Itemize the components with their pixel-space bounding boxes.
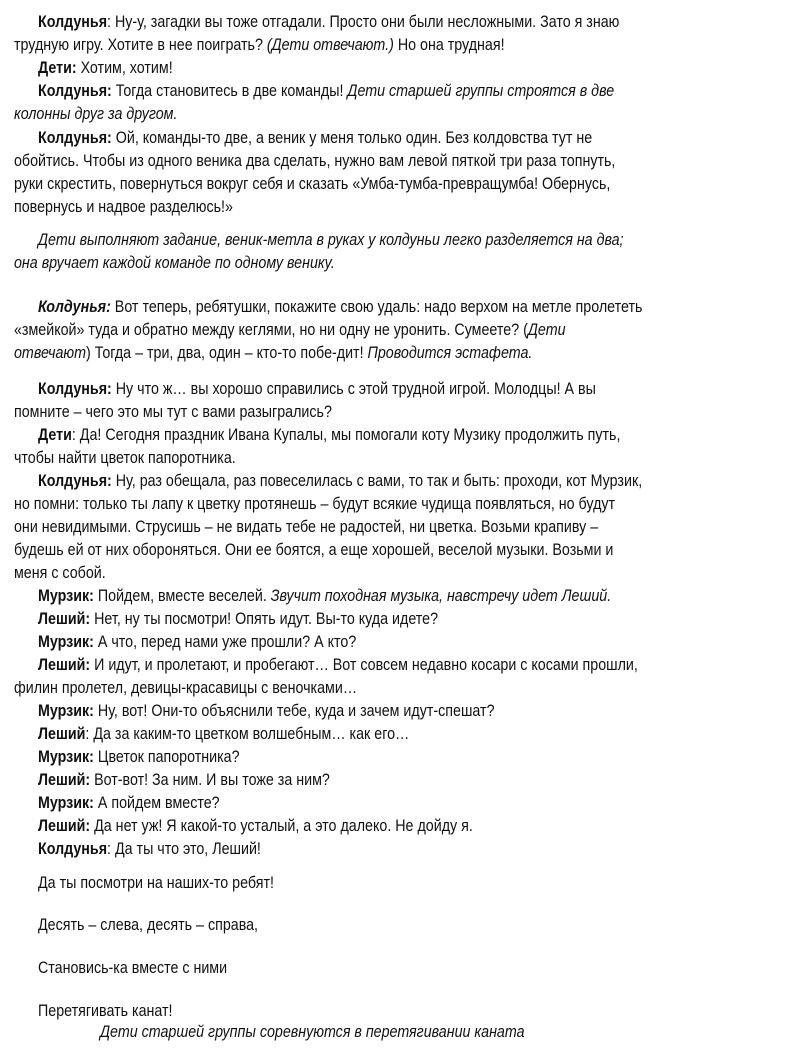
line-text: меня с собой. — [14, 563, 106, 582]
poem-line — [38, 1001, 173, 1021]
speaker-name: Леший: — [38, 655, 91, 674]
stage-direction: Дети — [527, 320, 566, 339]
dialogue-line — [38, 609, 438, 629]
speaker-name: Леший: — [38, 609, 91, 628]
line-text: но помни: только ты лапу к цветку протянешь – будут всякие чудища появляться, но будут — [14, 494, 616, 513]
stage-direction: Проводится эстафета. — [367, 343, 533, 362]
speaker-name: Леший — [38, 724, 86, 743]
speaker-name: Мурзик: — [38, 701, 94, 720]
stage-direction-line — [100, 1022, 525, 1042]
stage-direction: Дети старшей группы соревнуются в перетягивании каната — [100, 1022, 525, 1041]
dialogue-line — [38, 816, 473, 836]
stage-direction: колонны друг за другом. — [14, 104, 178, 123]
speaker-name: Мурзик: — [38, 586, 94, 605]
dialogue-line — [38, 58, 173, 78]
dialogue-line — [14, 35, 505, 55]
line-text: Да за каким-то цветком волшебным… как его… — [93, 724, 410, 743]
separator: : — [107, 12, 115, 31]
dialogue-line — [38, 770, 330, 790]
dialogue-line — [38, 632, 356, 652]
line-text: руки скрестить, повернуться вокруг себя и сказать «Умба-тумба-превращумба! Обернусь, — [14, 174, 611, 193]
speaker-name: Мурзик: — [38, 793, 94, 812]
dialogue-line — [38, 471, 642, 491]
poem-line — [38, 873, 274, 893]
line-text: филин пролетел, девицы-красавицы с веночками… — [14, 678, 358, 697]
line-text: Хотим, хотим! — [76, 58, 173, 77]
line-text: помните – чего это мы тут с вами разыгрались? — [14, 402, 332, 421]
line-text: Да ты что это, Леший! — [114, 839, 261, 858]
dialogue-line — [38, 12, 619, 32]
line-text: Да ты посмотри на наших-то ребят! — [38, 873, 274, 892]
poem-line — [38, 915, 258, 935]
line-text: Ну что ж… вы хорошо справились с этой трудной игрой. Молодцы! А вы — [111, 379, 596, 398]
line-text: «змейкой» туда и обратно между кеглями, но ни одну не уронить. Сумеете? ( — [14, 320, 528, 339]
speaker-name: Колдунья — [38, 12, 108, 31]
dialogue-line — [14, 197, 233, 217]
line-text: Пойдем, вместе веселей. — [93, 586, 271, 605]
line-text: Ну, раз обещала, раз повеселилась с вами, то так и быть: проходи, кот Мурзик, — [111, 471, 643, 490]
speaker-name: Колдунья: — [38, 81, 112, 100]
dialogue-line — [38, 81, 614, 101]
stage-direction-line — [38, 230, 624, 250]
speaker-name: Мурзик: — [38, 747, 94, 766]
separator: : — [71, 425, 80, 444]
line-text: Перетягивать канат! — [38, 1001, 173, 1020]
line-text: Нет, ну ты посмотри! Опять идут. Вы-то куда идете? — [90, 609, 439, 628]
line-text: Цветок папоротника? — [93, 747, 240, 766]
speaker-name: Колдунья: — [38, 471, 112, 490]
speaker-name: Леший: — [38, 770, 91, 789]
dialogue-line — [14, 540, 613, 560]
speaker-name: Леший: — [38, 816, 91, 835]
line-text: Да! Сегодня праздник Ивана Купалы, мы помогали коту Музику продолжить путь, — [79, 425, 621, 444]
stage-direction-line — [14, 253, 335, 273]
dialogue-line — [14, 678, 357, 698]
line-text: Вот теперь, ребятушки, покажите свою удаль: надо верхом на метле пролететь — [110, 297, 643, 316]
line-text: А пойдем вместе? — [93, 793, 220, 812]
line-text: А что, перед нами уже прошли? А кто? — [93, 632, 357, 651]
speaker-name: Колдунья: — [38, 297, 111, 316]
line-text: повернусь и надвое разделюсь!» — [14, 197, 233, 216]
dialogue-line — [38, 297, 642, 317]
dialogue-line — [38, 793, 220, 813]
stage-direction: отвечают — [14, 343, 87, 362]
dialogue-line — [14, 151, 615, 171]
dialogue-line — [14, 494, 615, 514]
line-text: Да нет уж! Я какой-то усталый, а это далеко. Не дойду я. — [90, 816, 473, 835]
dialogue-line — [38, 379, 596, 399]
dialogue-line — [14, 402, 332, 422]
line-text: чтобы найти цветок папоротника. — [14, 448, 236, 467]
dialogue-line — [14, 563, 106, 583]
separator: : — [107, 839, 115, 858]
dialogue-line — [14, 174, 610, 194]
dialogue-line — [38, 724, 409, 744]
dialogue-line — [14, 320, 566, 340]
line-text: Ну, вот! Они-то объяснили тебе, куда и зачем идут-спешат? — [93, 701, 495, 720]
speaker-name: Мурзик: — [38, 632, 94, 651]
line-text: Ой, команды-то две, а веник у меня только один. Без колдовства тут не — [111, 128, 593, 147]
stage-direction: (Дети отвечают.) — [266, 35, 394, 54]
dialogue-line — [38, 701, 495, 721]
dialogue-line — [38, 586, 611, 606]
line-text: трудную игру. Хотите в нее поиграть? — [14, 35, 267, 54]
line-text: будешь ей от них обороняться. Они ее боятся, а еще хорошей, веселой музыки. Возьми и — [14, 540, 614, 559]
poem-line — [38, 958, 227, 978]
speaker-name: Дети: — [38, 58, 77, 77]
line-text: ) Тогда – три, два, один – кто-то побе-дит! — [86, 343, 368, 362]
dialogue-line — [38, 655, 638, 675]
speaker-name: Колдунья — [38, 839, 108, 858]
dialogue-line — [14, 104, 177, 124]
line-text: Но она трудная! — [393, 35, 505, 54]
line-text: Становись-ка вместе с ними — [38, 958, 228, 977]
line-text: Десять – слева, десять – справа, — [38, 915, 259, 934]
stage-direction: Дети выполняют задание, веник-метла в руках у колдуньи легко разделяется на два; — [38, 230, 624, 249]
line-text: обойтись. Чтобы из одного веника два сделать, нужно вам левой пяткой три раза топнуть, — [14, 151, 616, 170]
stage-direction: она вручает каждой команде по одному венику. — [14, 253, 335, 272]
stage-direction: Дети старшей группы строятся в две — [347, 81, 615, 100]
speaker-name: Колдунья: — [38, 379, 112, 398]
separator: : — [85, 724, 94, 743]
dialogue-line — [38, 839, 261, 859]
dialogue-line — [38, 747, 240, 767]
dialogue-line — [14, 517, 598, 537]
speaker-name: Колдунья: — [38, 128, 112, 147]
dialogue-line — [38, 128, 592, 148]
speaker-name: Дети — [38, 425, 72, 444]
line-text: И идут, и пролетают, и пробегают… Вот совсем недавно косари с косами прошли, — [90, 655, 638, 674]
dialogue-line — [38, 425, 620, 445]
line-text: Тогда становитесь в две команды! — [111, 81, 348, 100]
line-text: Вот-вот! За ним. И вы тоже за ним? — [90, 770, 330, 789]
dialogue-line — [14, 343, 532, 363]
line-text: Ну-у, загадки вы тоже отгадали. Просто они были несложными. Зато я знаю — [114, 12, 620, 31]
dialogue-line — [14, 448, 236, 468]
line-text: они невидимыми. Струсишь – не видать тебе не радостей, ни цветка. Возьми крапиву – — [14, 517, 599, 536]
stage-direction: Звучит походная музыка, навстречу идет Леший. — [270, 586, 612, 605]
